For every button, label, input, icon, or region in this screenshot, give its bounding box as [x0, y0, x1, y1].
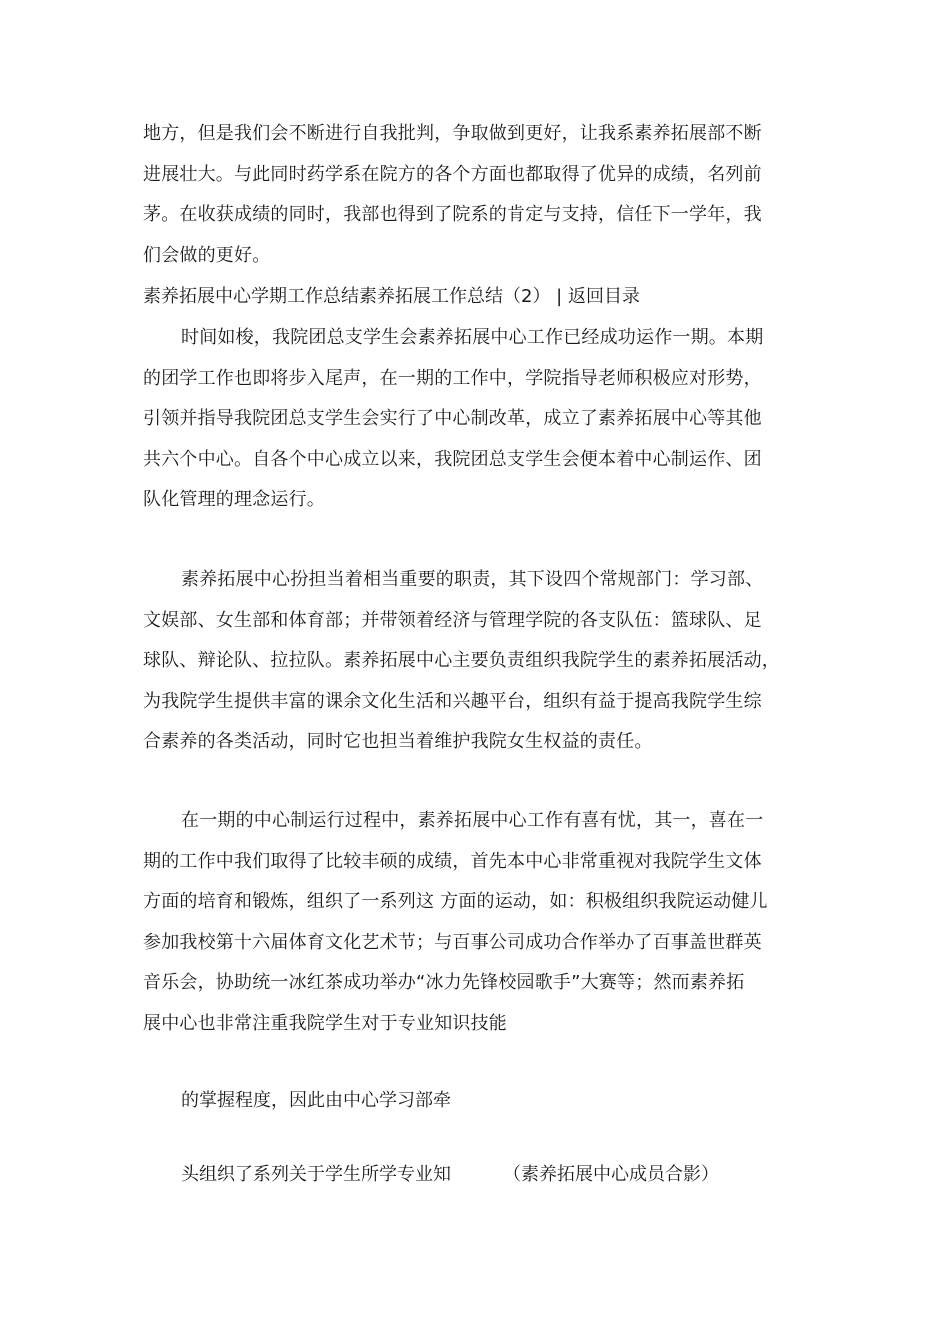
paragraph-line: 茅。在收获成绩的同时，我部也得到了院系的肯定与支持，信任下一学年，我 [143, 204, 762, 225]
paragraph-line: 合素养的各类活动，同时它也担当着维护我院女生权益的责任。 [143, 731, 653, 752]
paragraph-line: 文娱部、女生部和体育部；并带领着经济与管理学院的各支队伍：篮球队、足 [143, 609, 762, 631]
paragraph-line: 为我院学生提供丰富的课余文化生活和兴趣平台，组织有益于提高我院学生综 [143, 690, 762, 712]
paragraph-line: 素养拓展中心扮担当着相当重要的职责，其下设四个常规部门：学习部、 [181, 569, 764, 590]
heading-separator: | [550, 286, 568, 307]
paragraph-line: 地方，但是我们会不断进行自我批判，争取做到更好，让我系素养拓展部不断 [143, 123, 762, 144]
paragraph-line: 时间如梭，我院团总支学生会素养拓展中心工作已经成功运作一期。本期 [181, 327, 764, 348]
paragraph-line: 队化管理的理念运行。 [143, 489, 325, 510]
paragraph-line: 进展壮大。与此同时药学系在院方的各个方面也都取得了优异的成绩，名列前 [143, 163, 762, 185]
paragraph-2 [143, 560, 807, 763]
paragraph-line: 的团学工作也即将步入尾声，在一期的工作中，学院指导老师积极应对形势， [143, 367, 762, 389]
section-heading [143, 283, 640, 311]
paragraph-line: 参加我校第十六届体育文化艺术节；与百事公司成功合作举办了百事盖世群英 [143, 931, 762, 953]
paragraph-1 [143, 318, 807, 521]
paragraph-line: 方面的培育和锻炼，组织了一系列这 方面的运动，如：积极组织我院运动健儿 [143, 891, 768, 912]
section-title: 素养拓展中心学期工作总结素养拓展工作总结（2） [143, 286, 551, 307]
paragraph-line: 们会做的更好。 [143, 244, 271, 266]
paragraph-line: 展中心也非常注重我院学生对于专业知识技能 [143, 1012, 507, 1034]
paragraph-line: 音乐会，协助统一冰红茶成功举办“冰力先锋校园歌手”大赛等；然而素养拓 [143, 972, 745, 993]
paragraph-3 [143, 801, 807, 1044]
return-to-contents-link[interactable]: 返回目录 [567, 286, 640, 307]
paragraph-line: 球队、辩论队、拉拉队。素养拓展中心主要负责组织我院学生的素养拓展活动， [143, 650, 780, 671]
paragraph-line: 引领并指导我院团总支学生会实行了中心制改革，成立了素养拓展中心等其他 [143, 408, 762, 429]
paragraph-line: 共六个中心。自各个中心成立以来，我院团总支学生会便本着中心制运作、团 [143, 448, 762, 470]
paragraph-5: 头组织了系列关于学生所学专业知 [181, 1164, 451, 1185]
continuation-paragraph [143, 114, 807, 276]
paragraph-line: 期的工作中我们取得了比较丰硕的成绩，首先本中心非常重视对我院学生文体 [143, 850, 762, 872]
paragraph-line: 在一期的中心制运行过程中，素养拓展中心工作有喜有忧，其一，喜在一 [181, 810, 764, 831]
paragraph-4: 的掌握程度，因此由中心学习部牵 [181, 1090, 451, 1111]
photo-caption: （素养拓展中心成员合影） [503, 1164, 719, 1185]
